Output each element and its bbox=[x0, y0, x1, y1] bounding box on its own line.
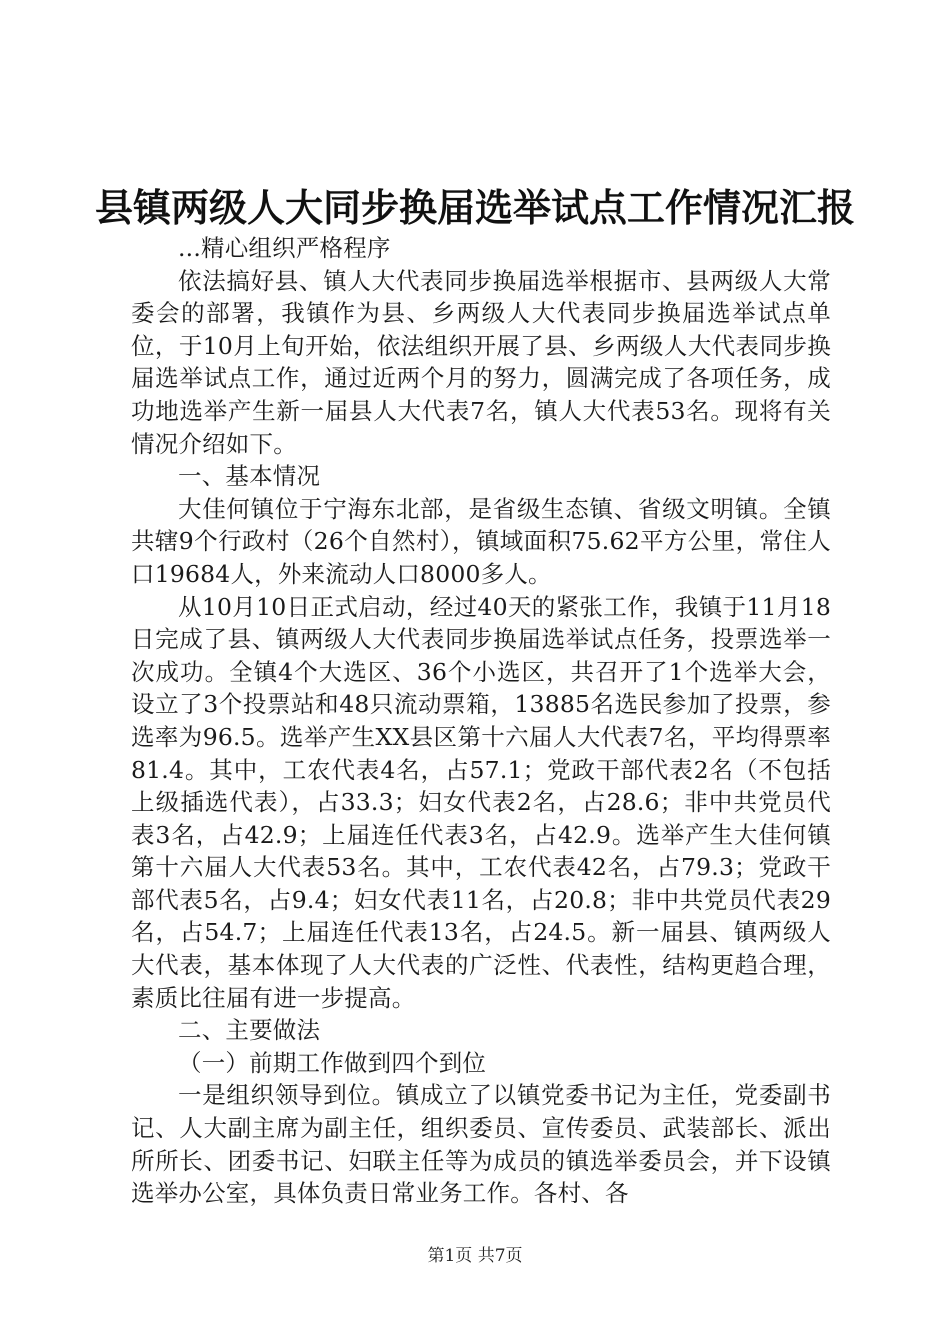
section-heading-methods: 二、主要做法 bbox=[178, 1016, 321, 1045]
section-heading-basic: 一、基本情况 bbox=[178, 462, 321, 491]
paragraph-organization: 一是组织领导到位。镇成立了以镇党委书记为主任，党委副书记、人大副主席为副主任，组织委员、宣传委员、武装部长、派出所所长、团委书记、妇联主任等为成员的镇选举委员会，并下设镇选举办公室，具体负责日常业务工作。各村、各 bbox=[131, 1081, 831, 1208]
document-title: 县镇两级人大同步换届选举试点工作情况汇报 bbox=[94, 185, 855, 230]
paragraph-subtitle: ...精心组织严格程序 bbox=[178, 234, 391, 262]
page-footer: 第1页 共7页 bbox=[427, 1246, 523, 1266]
paragraph-intro: 依法搞好县、镇人大代表同步换届选举根据市、县两级人大常委会的部署，我镇作为县、乡两级人大代表同步换届选举试点单位，于10月上旬开始，依法组织开展了县、乡两级人大代表同步换届选举试点工作，通过近两个月的努力，圆满完成了各项任务，成功地选举产生新一届县人大代表7名，镇人大代表53名。现将有关情况介绍如下。 bbox=[131, 266, 831, 458]
paragraph-town-overview: 大佳何镇位于宁海东北部，是省级生态镇、省级文明镇。全镇共辖9个行政村（26个自然村），镇域面积75.62平方公里，常住人口19684人，外来流动人口8000多人。 bbox=[131, 494, 831, 588]
document-body bbox=[131, 232, 831, 1210]
paragraph-election-results: 从10月10日正式启动，经过40天的紧张工作，我镇于11月18日完成了县、镇两级人大代表同步换届选举试点任务，投票选举一次成功。全镇4个大选区、36个小选区，共召开了1个选举大会，设立了3个投票站和48只流动票箱，13885名选民参加了投票，参选率为96.5。选举产生XX县区第十六届人大代表7名，平均得票率81.4。其中，工农代表4名，占57.1；党政干部代表2名（不包括上级插选代表），占33.3；妇女代表2名，占28.6；非中共党员代表3名，占42.9；上届连任代表3名，占42.9。选举产生大佳何镇第十六届人大代表53名。其中，工农代表42名，占79.3；党政干部代表5名，占9.4；妇女代表11名，占20.8；非中共党员代表29名，占54.7；上届连任代表13名，占24.5。新一届县、镇两级人大代表，基本体现了人大代表的广泛性、代表性，结构更趋合理，素质比往届有进一步提高。 bbox=[131, 592, 831, 1012]
subsection-heading-preparation: （一）前期工作做到四个到位 bbox=[178, 1048, 487, 1077]
